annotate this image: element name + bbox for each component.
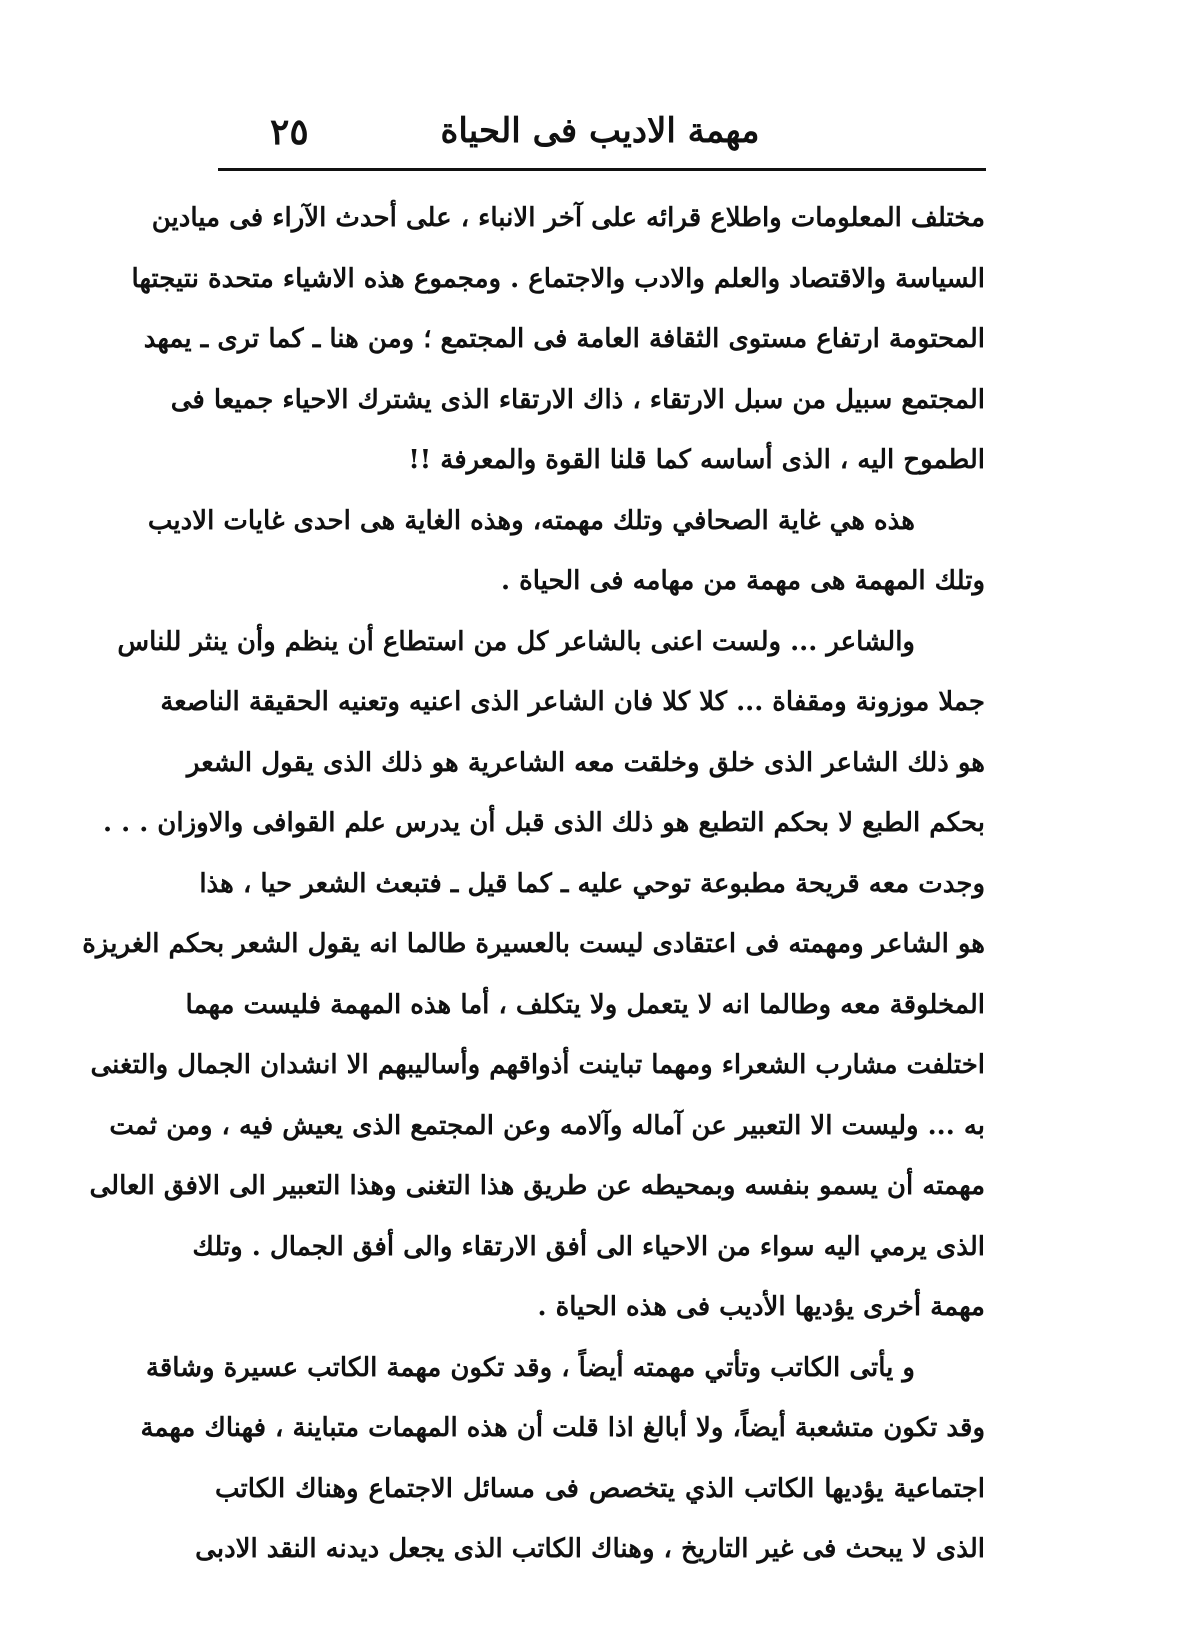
text-line: السياسة والاقتصاد والعلم والادب والاجتماع . ومجموع هذه الاشياء متحدة نتيجتها — [131, 263, 985, 294]
text-line: وقد تكون متشعبة أيضاً، ولا أبالغ اذا قلت أن هذه المهمات متباينة ، فهناك مهمة — [140, 1413, 985, 1443]
text-line: المحتومة ارتفاع مستوى الثقافة العامة فى المجتمع ؛ ومن هنا ـ كما ترى ـ يمهد — [143, 324, 985, 354]
text-line: المجتمع سبيل من سبل الارتقاء ، ذاك الارتقاء الذى يشترك الاحياء جميعا فى — [170, 384, 985, 415]
running-title: مهمة الاديب فى الحياة — [440, 111, 760, 151]
text-line: اجتماعية يؤديها الكاتب الذي يتخصص فى مسائل الاجتماع وهناك الكاتب — [215, 1473, 985, 1504]
page-header — [210, 105, 990, 165]
text-line: جملا موزونة ومقفاة ... كلا كلا فان الشاعر الذى اعنيه وتعنيه الحقيقة الناصعة — [160, 687, 985, 717]
text-line: به ... وليست الا التعبير عن آماله وآلامه وعن المجتمع الذى يعيش فيه ، ومن ثمت — [109, 1110, 985, 1141]
text-line: اختلفت مشارب الشعراء ومهما تباينت أذواقهم وأساليبهم الا انشدان الجمال والتغنى — [90, 1050, 985, 1080]
body-text — [82, 188, 985, 1580]
text-line: هو ذلك الشاعر الذى خلق وخلقت معه الشاعرية هو ذلك الذى يقول الشعر — [186, 747, 985, 778]
text-line: و يأتى الكاتب وتأتي مهمته أيضاً ، وقد تكون مهمة الكاتب عسيرة وشاقة — [145, 1352, 915, 1383]
text-line: مهمته أن يسمو بنفسه وبمحيطه عن طريق هذا التغنى وهذا التعبير الى الافق العالى — [89, 1171, 985, 1201]
text-line: بحكم الطبع لا بحكم التطبع هو ذلك الذى قبل أن يدرس علم القوافى والاوزان . . . — [102, 808, 985, 838]
text-line: الطموح اليه ، الذى أساسه كما قلنا القوة والمعرفة !! — [408, 445, 985, 475]
page-number: ٢٥ — [270, 111, 309, 153]
text-line: هو الشاعر ومهمته فى اعتقادى ليست بالعسيرة طالما انه يقول الشعر بحكم الغريزة — [82, 929, 985, 959]
text-line: المخلوقة معه وطالما انه لا يتعمل ولا يتكلف ، أما هذه المهمة فليست مهما — [185, 989, 985, 1020]
text-line: والشاعر ... ولست اعنى بالشاعر كل من استطاع أن ينظم وأن ينثر للناس — [117, 626, 915, 657]
text-line: مهمة أخرى يؤديها الأديب فى هذه الحياة . — [537, 1292, 985, 1322]
text-line: مختلف المعلومات واطلاع قرائه على آخر الانباء ، على أحدث الآراء فى ميادين — [151, 203, 985, 233]
text-line: الذى لا يبحث فى غير التاريخ ، وهناك الكاتب الذى يجعل ديدنه النقد الادبى — [195, 1534, 985, 1564]
text-line: وجدت معه قريحة مطبوعة توحي عليه ـ كما قيل ـ فتبعث الشعر حيا ، هذا — [199, 868, 985, 899]
text-line: الذى يرمي اليه سواء من الاحياء الى أفق الارتقاء والى أفق الجمال . وتلك — [192, 1231, 985, 1262]
text-line: هذه هي غاية الصحافي وتلك مهمته، وهذه الغاية هى احدى غايات الاديب — [147, 505, 915, 536]
text-line: وتلك المهمة هى مهمة من مهامه فى الحياة . — [500, 566, 985, 596]
header-rule — [218, 168, 986, 171]
